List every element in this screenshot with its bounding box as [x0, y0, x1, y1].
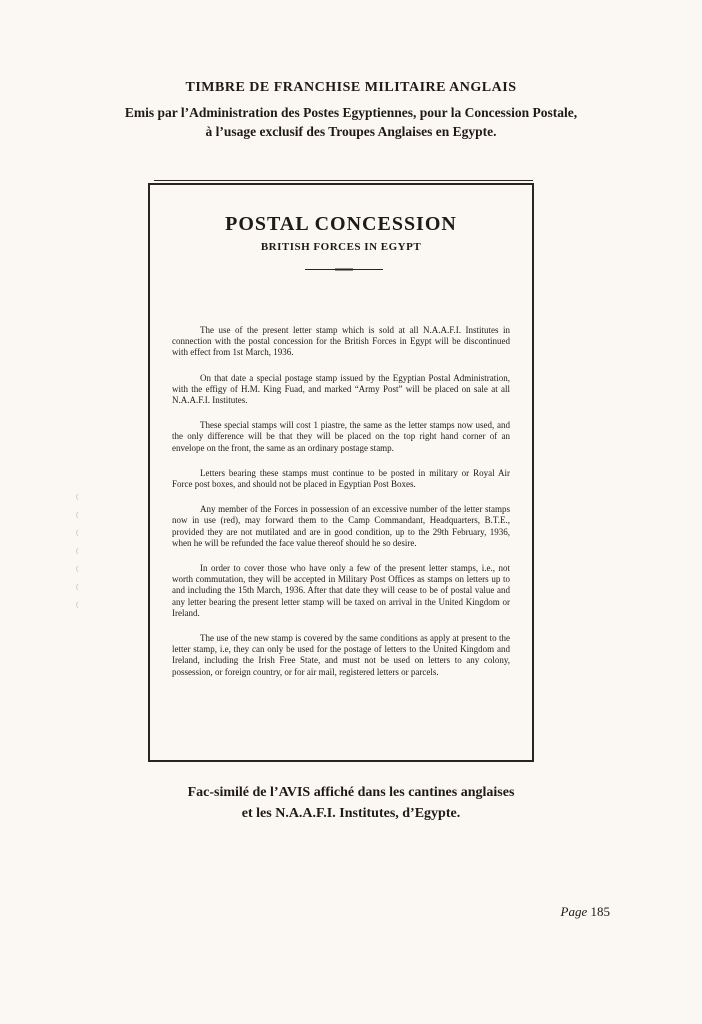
ornamental-divider	[305, 268, 383, 271]
notice-paragraph-2: On that date a special postage stamp issued by the Egyptian Postal Administration, with the effigy of H.M. King Fuad, and marked “Army Post” will be placed on sale at all N.A.A.F.I. Institutes.	[172, 372, 510, 406]
caption-title: TIMBRE DE FRANCHISE MILITAIRE ANGLAIS	[185, 80, 517, 95]
caption-line-2: Emis par l’Administration des Postes Egyptiennes, pour la Concession Postale,	[124, 105, 578, 120]
notice-paragraph-6: In order to cover those who have only a few of the present letter stamps, i.e., not worth commutation, they will be accepted in Military Post Offices as stamps on letters up to and including the 15th March, 1936. After that date they will cease to be of postal value and any letter bearing the present letter stamp will be taxed on arrival in the United Kingdom or Ireland.	[172, 563, 510, 618]
notice-paragraph-3: These special stamps will cost 1 piastre, the same as the letter stamps now used, and the only difference will be that they will be placed on the top right hand corner of an envelope on the front, the same as an ordinary postage stamp.	[172, 420, 510, 453]
page-label: Page	[560, 904, 588, 919]
notice-paragraph-5: Any member of the Forces in possession of an excessive number of the letter stamps now in use (red), may forward them to the Camp Commandant, Headquarters, B.T.E., provided they are not mutilated and are in good condition, up to the 29th February, 1936, when he will be refunded the face value thereof should he so desire.	[172, 504, 510, 548]
bottom-caption-line-1: Fac-similé de l’AVIS affiché dans les cantines anglaises	[187, 785, 515, 800]
notice-body	[172, 325, 510, 692]
notice-paragraph-4: Letters bearing these stamps must continue to be posted in military or Royal Air Force post boxes, and should not be placed in Egyptian Post Boxes.	[172, 467, 510, 490]
notice-paragraph-1: The use of the present letter stamp which is sold at all N.A.A.F.I. Institutes in connection with the postal concession for the British Forces in Egypt will be discontinued with effect from 1st March, 1936.	[172, 325, 510, 358]
margin-marks	[72, 490, 84, 620]
page-number	[520, 904, 610, 920]
bottom-caption-line-2: et les N.A.A.F.I. Institutes, d’Egypte.	[241, 806, 461, 821]
notice-subtitle: BRITISH FORCES IN EGYPT	[260, 241, 422, 253]
notice-paragraph-7: The use of the new stamp is covered by the same conditions as apply at present to the letter stamp, i.e, they can only be used for the postage of letters to the United Kingdom and Ireland, including the Irish Free State, and must not be used on letters to any colony, possession, or foreign country, or for air mail, registered letters or parcels.	[172, 633, 510, 677]
notice-title: POSTAL CONCESSION	[225, 213, 457, 235]
page-number-value: 185	[590, 904, 610, 919]
notice-frame	[148, 183, 534, 762]
caption-line-3: à l’usage exclusif des Troupes Anglaises en Egypte.	[205, 124, 497, 139]
